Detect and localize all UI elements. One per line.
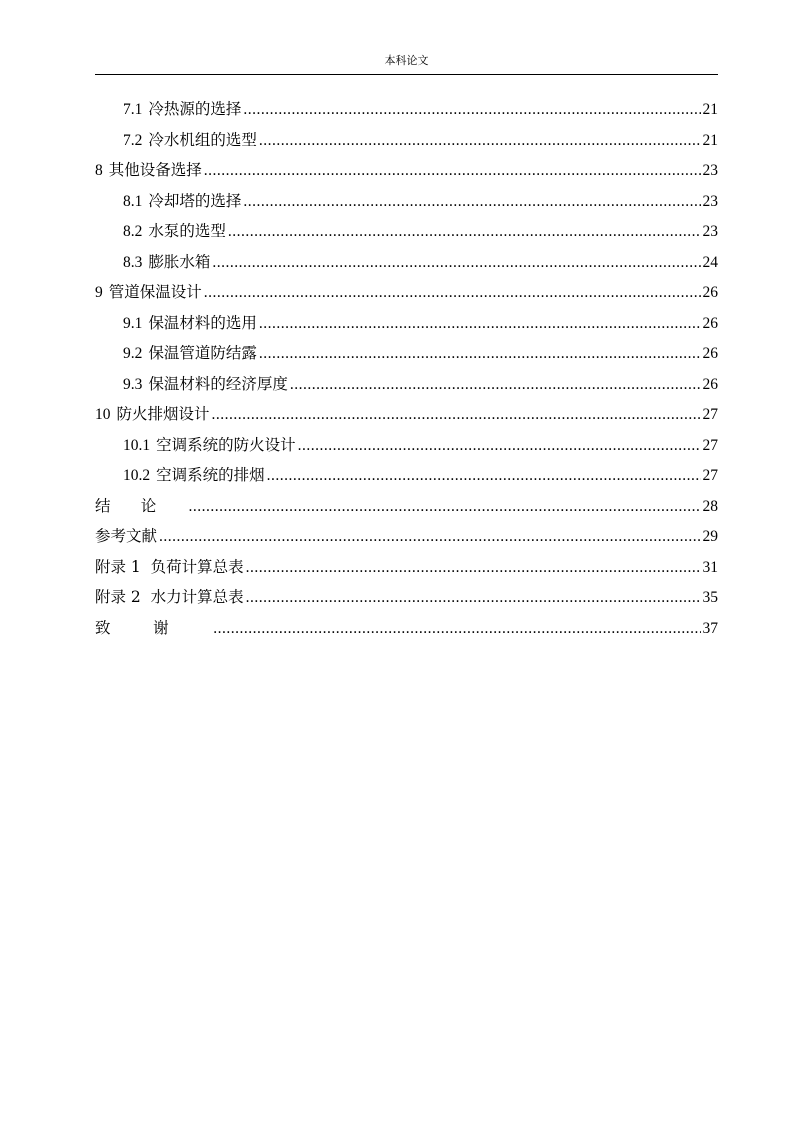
table-of-contents: [95, 94, 718, 643]
toc-entry-conclusion[interactable]: [95, 491, 718, 522]
toc-entry-title: 附录 2 水力计算总表: [95, 588, 244, 606]
toc-entry-title: 附录 1 负荷计算总表: [95, 557, 244, 576]
toc-entry-page: 23: [702, 162, 718, 179]
toc-entry-number: 9.1: [123, 314, 143, 332]
toc-entry[interactable]: [95, 430, 718, 461]
toc-entry[interactable]: [95, 308, 718, 339]
toc-entry-title: 致谢: [95, 618, 212, 637]
toc-entry-page: 29: [702, 528, 718, 545]
toc-entry-title: 空调系统的防火设计: [156, 435, 296, 454]
toc-entry-number: 8: [95, 162, 103, 179]
toc-entry-number: 9.2: [123, 345, 143, 362]
toc-entry-page: 37: [702, 619, 718, 637]
toc-entry-title: 空调系统的排烟: [156, 466, 265, 484]
toc-entry-acknowledgements[interactable]: [95, 613, 718, 644]
toc-leader-dots: [228, 217, 701, 248]
toc-entry-page: 26: [702, 314, 718, 332]
toc-entry-page: 31: [702, 558, 718, 576]
toc-leader-dots: [267, 461, 701, 492]
toc-entry-title: 其他设备选择: [108, 161, 202, 179]
toc-entry-number: 7.2: [123, 131, 143, 149]
toc-entry[interactable]: [95, 369, 718, 400]
toc-entry-title: 结论: [95, 496, 187, 515]
toc-entry[interactable]: [95, 94, 718, 125]
toc-leader-dots: [212, 248, 700, 279]
header-title: 本科论文: [384, 54, 429, 67]
toc-leader-dots: [212, 400, 701, 431]
toc-leader-dots: [298, 431, 701, 462]
toc-entry-appendix-2[interactable]: [95, 582, 718, 613]
toc-entry-title: 冷热源的选择: [148, 100, 242, 118]
toc-entry-title: 管道保温设计: [108, 283, 202, 301]
toc-entry-number: 10.2: [123, 467, 151, 484]
toc-entry[interactable]: [95, 125, 718, 156]
toc-entry-title: 冷水机组的选型: [148, 130, 257, 149]
toc-entry-title: 水泵的选型: [148, 222, 226, 240]
toc-entry-page: 26: [702, 375, 718, 393]
toc-entry-page: 23: [702, 192, 718, 210]
toc-entry-page: 27: [702, 436, 718, 454]
toc-entry-number: 8.1: [123, 192, 143, 210]
toc-leader-dots: [204, 156, 701, 187]
toc-leader-dots: [243, 95, 700, 126]
toc-leader-dots: [259, 339, 701, 370]
toc-leader-dots: [204, 278, 701, 309]
toc-entry-page: 28: [702, 497, 718, 515]
toc-entry-title: 参考文献: [95, 527, 158, 545]
toc-entry[interactable]: [95, 399, 718, 430]
toc-entry-page: 21: [702, 101, 718, 118]
toc-entry[interactable]: [95, 216, 718, 247]
toc-entry-title: 防火排烟设计: [116, 405, 210, 423]
toc-leader-dots: [246, 553, 701, 584]
toc-entry-references[interactable]: [95, 521, 718, 552]
toc-entry-title: 保温管道防结露: [148, 344, 257, 362]
toc-entry-appendix-1[interactable]: [95, 552, 718, 583]
toc-entry-title: 保温材料的经济厚度: [148, 374, 288, 393]
toc-entry-page: 27: [702, 406, 718, 423]
toc-leader-dots: [213, 614, 700, 645]
page-header: [95, 52, 718, 75]
toc-leader-dots: [259, 126, 701, 157]
toc-entry-number: 10.1: [123, 436, 151, 454]
toc-entry-number: 8.2: [123, 223, 143, 240]
toc-entry[interactable]: [95, 186, 718, 217]
toc-entry-title: 保温材料的选用: [148, 313, 257, 332]
toc-entry[interactable]: [95, 155, 718, 186]
toc-leader-dots: [290, 370, 701, 401]
toc-entry[interactable]: [95, 277, 718, 308]
toc-entry-page: 27: [702, 467, 718, 484]
toc-entry-title: 膨胀水箱: [148, 252, 211, 271]
toc-leader-dots: [246, 583, 701, 614]
toc-entry-number: 9: [95, 284, 103, 301]
toc-entry[interactable]: [95, 247, 718, 278]
toc-entry-title: 冷却塔的选择: [148, 191, 242, 210]
toc-entry-page: 24: [702, 253, 718, 271]
toc-entry-number: 8.3: [123, 253, 143, 271]
toc-leader-dots: [188, 492, 700, 523]
toc-entry[interactable]: [95, 460, 718, 491]
toc-leader-dots: [259, 309, 701, 340]
toc-entry-number: 9.3: [123, 375, 143, 393]
toc-entry-page: 35: [702, 589, 718, 606]
toc-entry-number: 7.1: [123, 101, 143, 118]
toc-entry-page: 26: [702, 284, 718, 301]
toc-entry-page: 26: [702, 345, 718, 362]
toc-entry[interactable]: [95, 338, 718, 369]
toc-entry-page: 21: [702, 131, 718, 149]
toc-leader-dots: [159, 522, 700, 553]
toc-leader-dots: [243, 187, 700, 218]
toc-entry-page: 23: [702, 223, 718, 240]
toc-entry-number: 10: [95, 406, 111, 423]
